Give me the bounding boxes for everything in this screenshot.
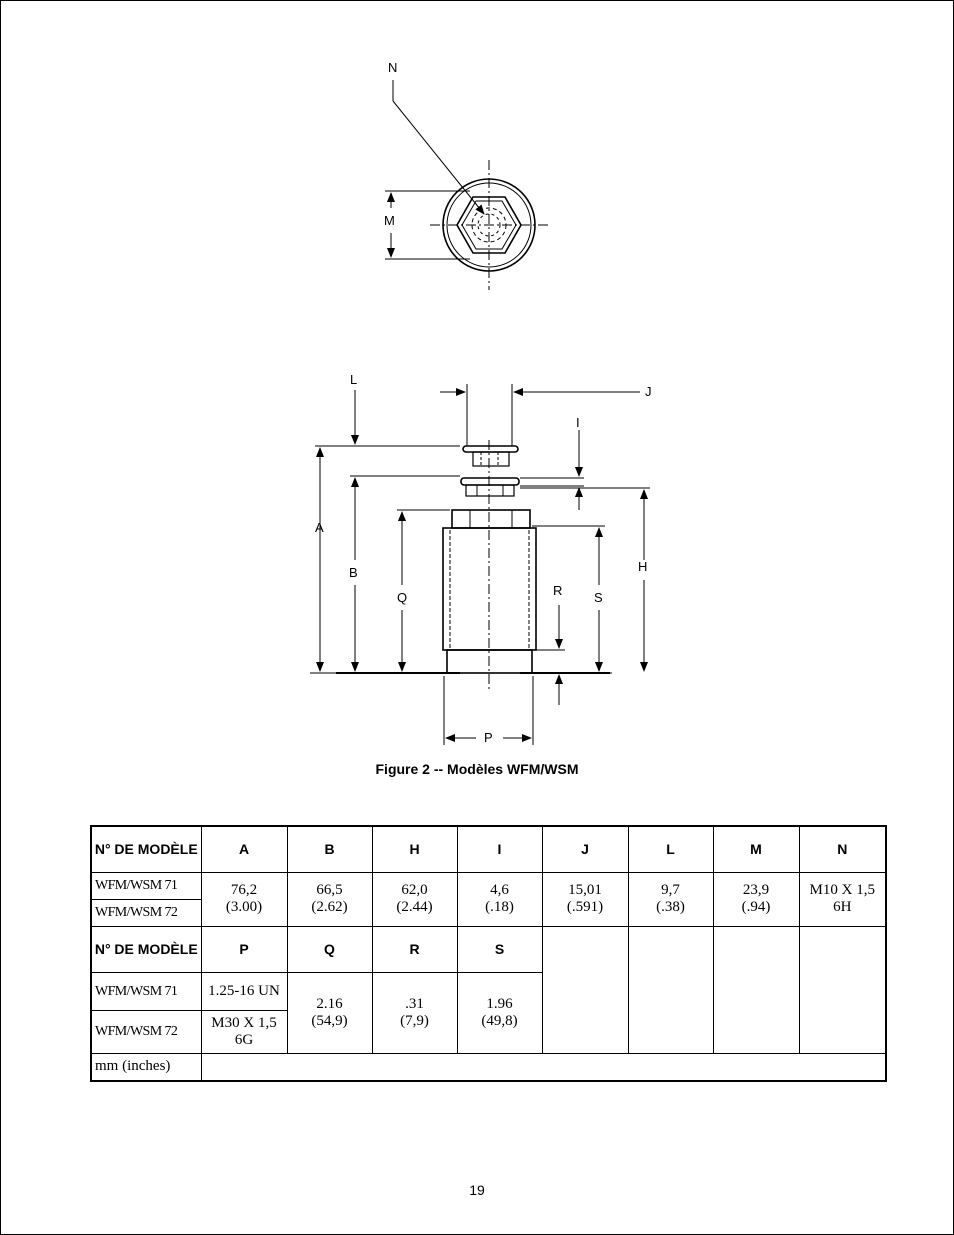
col-header-b: B [287,826,372,872]
model-header: N° DE MODÈLE [91,826,201,872]
value-s: 1.96 (49,8) [457,972,542,1053]
col-header-h: H [372,826,457,872]
label-a: A [315,520,324,535]
figure-caption: Figure 2 -- Modèles WFM/WSM [375,761,579,777]
label-n: N [388,60,398,75]
col-header-n: N [799,826,886,872]
col-header-i: I [457,826,542,872]
units-row [91,1053,886,1081]
value-a: 76,2 (3.00) [201,872,287,926]
model-name: WFM/WSM 71 [91,972,201,1010]
col-header-j: J [542,826,628,872]
value-p-72: M30 X 1,5 6G [201,1010,287,1053]
dimensions-table [90,825,887,1082]
header-row-2 [91,926,886,972]
empty-cell [713,926,799,1053]
label-r: R [553,583,563,598]
value-h: 62,0 (2.44) [372,872,457,926]
page-number: 19 [469,1182,485,1198]
value-r: .31 (7,9) [372,972,457,1053]
label-j: J [645,384,652,399]
col-header-a: A [201,826,287,872]
header-row-1 [91,826,886,872]
empty-cell [628,926,713,1053]
label-s: S [594,590,603,605]
value-b: 66,5 (2.62) [287,872,372,926]
label-h: H [638,559,648,574]
value-m: 23,9 (.94) [713,872,799,926]
top-view [385,80,550,290]
value-p-71: 1.25-16 UN [201,972,287,1010]
model-name: WFM/WSM 72 [91,1010,201,1053]
col-header-m: M [713,826,799,872]
value-q: 2.16 (54,9) [287,972,372,1053]
label-q: Q [397,590,408,605]
model-name: WFM/WSM 72 [91,899,201,926]
label-l: L [350,372,358,387]
empty-cell [201,1053,886,1081]
value-l: 9,7 (.38) [628,872,713,926]
table-row [91,872,886,899]
model-name: WFM/WSM 71 [91,872,201,899]
col-header-l: L [628,826,713,872]
label-b: B [349,565,358,580]
value-i: 4,6 (.18) [457,872,542,926]
label-i: I [576,415,580,430]
col-header-p: P [201,926,287,972]
model-header: N° DE MODÈLE [91,926,201,972]
empty-cell [542,926,628,1053]
col-header-r: R [372,926,457,972]
side-view [310,384,650,745]
value-n: M10 X 1,5 6H [799,872,886,926]
col-header-q: Q [287,926,372,972]
empty-cell [799,926,886,1053]
label-m: M [384,213,395,228]
col-header-s: S [457,926,542,972]
value-j: 15,01 (.591) [542,872,628,926]
label-p: P [484,730,493,745]
units-note: mm (inches) [91,1053,201,1081]
